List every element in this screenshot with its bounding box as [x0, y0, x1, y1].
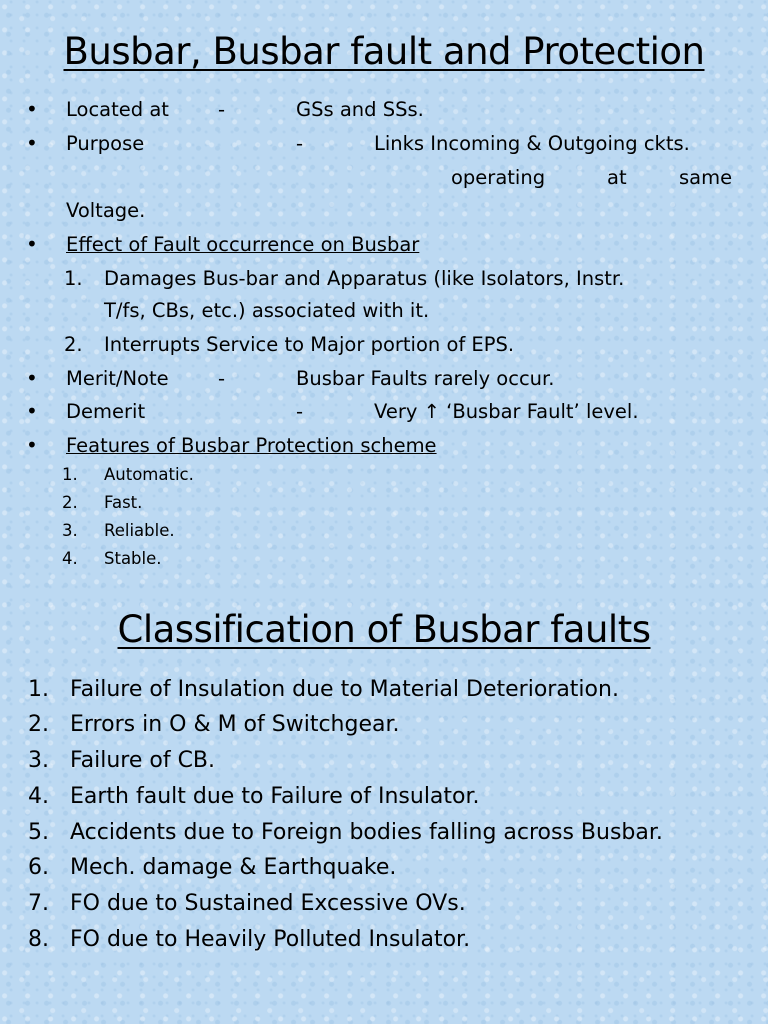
class-item4-num: 4. — [28, 784, 49, 809]
features-heading: Features of Busbar Protection scheme — [66, 434, 437, 457]
class-item1-num: 1. — [28, 677, 49, 702]
purpose-cont-word1: operating — [451, 166, 546, 189]
class-item3-num: 3. — [28, 748, 49, 773]
class-item2-num: 2. — [28, 712, 49, 737]
merit-dash: - — [218, 367, 226, 390]
merit-label: Merit/Note — [66, 367, 169, 390]
class-item5-num: 5. — [28, 820, 49, 845]
features-item2-num: 2. — [62, 493, 78, 512]
located-label: Located at — [66, 98, 169, 121]
features-item4-num: 4. — [62, 549, 78, 568]
purpose-dash: - — [296, 132, 304, 155]
class-item5-text: Accidents due to Foreign bodies falling across Busbar. — [70, 820, 663, 845]
class-item7-num: 7. — [28, 891, 49, 916]
effect-item2-text: Interrupts Service to Major portion of EPS. — [104, 333, 515, 356]
class-item8-num: 8. — [28, 927, 49, 952]
class-item2-text: Errors in O & M of Switchgear. — [70, 712, 400, 737]
purpose-cont-line2: Voltage. — [66, 199, 146, 222]
demerit-value: Very ↑ ‘Busbar Fault’ level. — [374, 400, 639, 423]
class-item7-text: FO due to Sustained Excessive OVs. — [70, 891, 466, 916]
effect-item1-num: 1. — [64, 267, 83, 290]
bullet-merit: • — [26, 366, 38, 390]
located-value: GSs and SSs. — [296, 98, 424, 121]
bullet-demerit: • — [26, 399, 38, 423]
demerit-label: Demerit — [66, 400, 146, 423]
located-dash: - — [218, 98, 226, 121]
effect-item2-num: 2. — [64, 333, 83, 356]
class-item3-text: Failure of CB. — [70, 748, 216, 773]
features-item2-text: Fast. — [104, 493, 143, 512]
class-item6-num: 6. — [28, 855, 49, 880]
merit-value: Busbar Faults rarely occur. — [296, 367, 555, 390]
features-item4-text: Stable. — [104, 549, 162, 568]
bullet-effect: • — [26, 232, 38, 256]
features-item1-num: 1. — [62, 465, 78, 484]
effect-heading: Effect of Fault occurrence on Busbar — [66, 233, 420, 256]
class-item1-text: Failure of Insulation due to Material Deterioration. — [70, 677, 619, 702]
bullet-features: • — [26, 433, 38, 457]
class-item4-text: Earth fault due to Failure of Insulator. — [70, 784, 480, 809]
purpose-value: Links Incoming & Outgoing ckts. — [374, 132, 690, 155]
purpose-label: Purpose — [66, 132, 145, 155]
class-item8-text: FO due to Heavily Polluted Insulator. — [70, 927, 471, 952]
features-item3-num: 3. — [62, 521, 78, 540]
effect-item1-line2: T/fs, CBs, etc.) associated with it. — [104, 299, 430, 322]
features-item1-text: Automatic. — [104, 465, 194, 484]
purpose-cont-word3: same — [679, 166, 733, 189]
bullet-located: • — [26, 97, 38, 121]
classification-title: Classification of Busbar faults — [117, 608, 651, 651]
effect-item1-line1: Damages Bus-bar and Apparatus (like Isolators, Instr. — [104, 267, 625, 290]
purpose-cont-word2: at — [607, 166, 627, 189]
features-item3-text: Reliable. — [104, 521, 175, 540]
demerit-dash: - — [296, 400, 304, 423]
bullet-purpose: • — [26, 131, 38, 155]
class-item6-text: Mech. damage & Earthquake. — [70, 855, 397, 880]
main-title: Busbar, Busbar fault and Protection — [63, 30, 705, 73]
